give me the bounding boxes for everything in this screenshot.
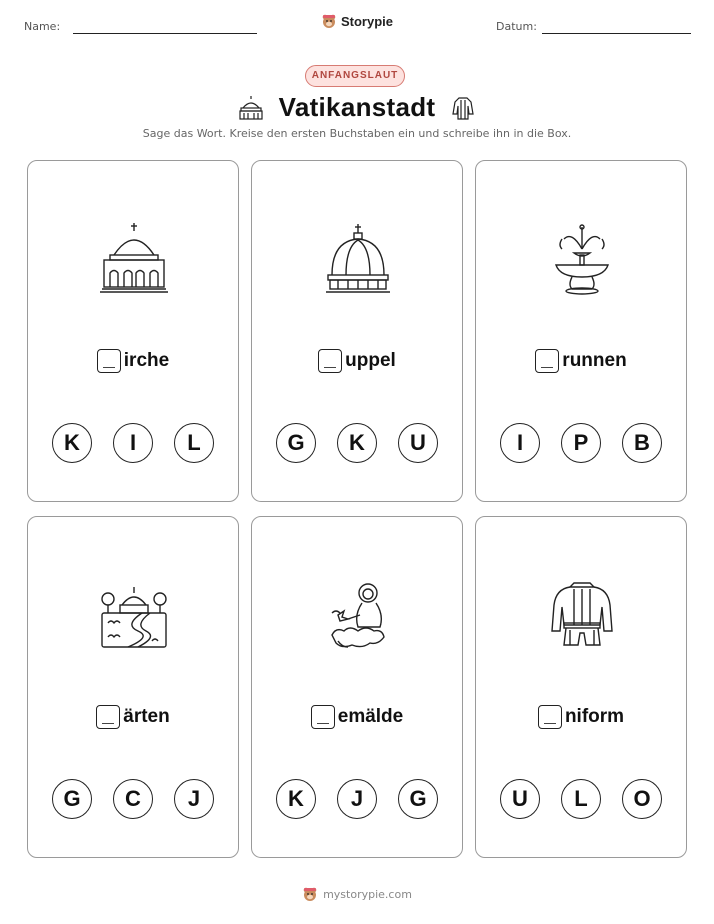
date-field[interactable] <box>542 33 691 34</box>
word-card <box>475 516 687 858</box>
letter-choice[interactable]: K <box>276 779 316 819</box>
church-icon <box>94 219 174 299</box>
page-title: Vatikanstadt <box>278 92 436 122</box>
letter-choice[interactable]: K <box>337 423 377 463</box>
basilica-icon <box>237 94 265 122</box>
instruction-text: Sage das Wort. Kreise den ersten Buchstaben ein und schreibe ihn in die Box. <box>142 127 572 140</box>
letter-choice[interactable]: B <box>622 423 662 463</box>
guard-uniform-icon <box>449 94 477 122</box>
bear-logo-icon <box>321 13 337 29</box>
uniform-icon <box>542 575 622 655</box>
footer <box>0 886 714 902</box>
letter-choice[interactable]: O <box>622 779 662 819</box>
word-stem: runnen <box>562 350 627 371</box>
letter-choice[interactable]: U <box>398 423 438 463</box>
dome-icon <box>318 219 398 299</box>
name-label: Name: <box>24 20 61 33</box>
letter-choice[interactable]: G <box>52 779 92 819</box>
letter-choice[interactable]: L <box>561 779 601 819</box>
word-stem: uppel <box>345 350 396 371</box>
letter-choice[interactable]: P <box>561 423 601 463</box>
answer-box[interactable] <box>96 705 120 729</box>
painting-icon <box>318 575 398 655</box>
letter-choice[interactable]: L <box>174 423 214 463</box>
letter-choice[interactable]: J <box>337 779 377 819</box>
word-card <box>251 160 463 502</box>
letter-choice[interactable]: K <box>52 423 92 463</box>
word-card <box>475 160 687 502</box>
bear-logo-icon <box>302 886 318 902</box>
section-badge: ANFANGSLAUT <box>305 65 405 87</box>
word-card <box>251 516 463 858</box>
word-stem: irche <box>123 350 170 371</box>
letter-choice[interactable]: G <box>398 779 438 819</box>
word-card <box>27 516 239 858</box>
date-label: Datum: <box>496 20 537 33</box>
answer-box[interactable] <box>318 349 342 373</box>
word-card <box>27 160 239 502</box>
gardens-icon <box>94 575 174 655</box>
letter-choice[interactable]: C <box>113 779 153 819</box>
word-stem: niform <box>564 706 625 727</box>
answer-box[interactable] <box>538 705 562 729</box>
letter-choice[interactable]: J <box>174 779 214 819</box>
letter-choice[interactable]: U <box>500 779 540 819</box>
footer-site: mystorypie.com <box>323 887 412 901</box>
letter-choice[interactable]: I <box>113 423 153 463</box>
title-row <box>0 92 714 123</box>
word-stem: emälde <box>337 706 404 727</box>
word-stem: ärten <box>123 706 170 727</box>
brand-name: Storypie <box>340 13 393 29</box>
letter-choice[interactable]: I <box>500 423 540 463</box>
letter-choice[interactable]: G <box>276 423 316 463</box>
answer-box[interactable] <box>311 705 335 729</box>
fountain-icon <box>542 219 622 299</box>
answer-box[interactable] <box>97 349 121 373</box>
answer-box[interactable] <box>535 349 559 373</box>
brand <box>0 13 714 34</box>
